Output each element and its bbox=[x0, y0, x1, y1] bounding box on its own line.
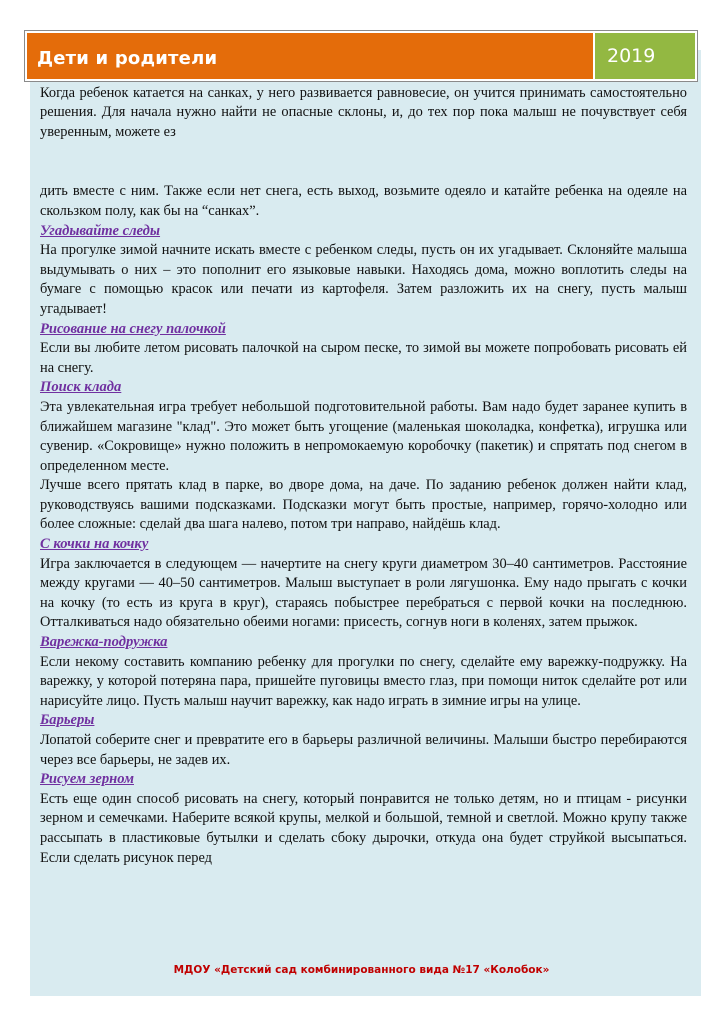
paragraph: Когда ребенок катается на санках, у него развивается равновесие, он учится принимать самостоятельно решения. Для начала нужно найти не опасные склоны, и, до тех пор пока малыш не почувствует себя уверенным, можете ез bbox=[40, 84, 687, 140]
header-year-block bbox=[595, 33, 695, 79]
header-title: Дети и родители bbox=[37, 48, 218, 69]
section-title: Поиск клада bbox=[40, 379, 122, 396]
section-title: Рисование на снегу палочкой bbox=[40, 320, 226, 337]
section bbox=[40, 633, 687, 711]
paragraph: Лопатой соберите снег и превратите его в барьеры различной величины. Малыши быстро перебираются через все барьеры, не задев их. bbox=[40, 732, 687, 768]
header-year: 2019 bbox=[607, 45, 656, 67]
paragraph: Лучше всего прятать клад в парке, во дворе дома, на даче. По заданию ребенок должен найти клад, руководствуясь вашими подсказками. Подсказки могут быть простые, например, горячо-холодно или более сложные: сделай два шага налево, потом три направо, найдёшь клад. bbox=[40, 477, 687, 533]
paragraph: Эта увлекательная игра требует небольшой подготовительной работы. Вам надо будет заранее купить в ближайшем магазине "клад". Это может быть угощение (маленькая шоколадка, конфетка), игрушка или сувенир. «Сокровище» нужно положить в непромокаемую коробочку (пакетик) и спрятать под снегом в определенном месте. bbox=[40, 398, 687, 474]
paragraph: Если некому составить компанию ребенку для прогулки по снегу, сделайте ему варежку-подружку. На варежку, у которой потеряна пара, пришейте пуговицы вместо глаз, при помощи ниток сделайте рот или нарисуйте лицо. Пусть малыш научит варежку, как надо играть в зимние игры на улице. bbox=[40, 653, 687, 709]
article-body bbox=[40, 64, 687, 868]
header-banner bbox=[24, 30, 698, 82]
section-title: С кочки на кочку bbox=[40, 536, 149, 553]
section-title: Рисуем зерном bbox=[40, 771, 134, 788]
header-title-block bbox=[27, 33, 593, 79]
paragraph: Есть еще один способ рисовать на снегу, который понравится не только детям, но и птицам - рисунки зерном и семечками. Наберите всякой крупы, мелкой и большой, темной и светлой. Можно крупу также рассыпать в пластиковые бутылки и сделать сбоку дырочки, откуда она будет струйкой высыпаться. Если сделать рисунок перед bbox=[40, 790, 687, 866]
section bbox=[40, 711, 687, 770]
paragraph: Игра заключается в следующем — начертите на снегу круги диаметром 30–40 сантиметров. Расстояние между кругами — 40–50 сантиметров. Малыш выступает в роли лягушонка. Ему надо прыгать с кочки на кочку (то есть из круга в круг), стараясь побыстрее перебраться с первой кочки на последнюю. Отталкиваться надо обязательно обеими ногами: присесть, согнув ноги в коленях, затем прыжок. bbox=[40, 555, 687, 631]
section bbox=[40, 535, 687, 633]
section bbox=[40, 222, 687, 320]
section bbox=[40, 320, 687, 379]
paragraph: Если вы любите летом рисовать палочкой на сыром песке, то зимой вы можете попробовать рисовать ей на снегу. bbox=[40, 340, 687, 376]
section-title: Угадывайте следы bbox=[40, 222, 161, 239]
blank-gap bbox=[40, 142, 687, 182]
section-title: Варежка-подружка bbox=[40, 634, 168, 651]
section bbox=[40, 378, 687, 535]
paragraph: На прогулке зимой начните искать вместе с ребенком следы, пусть он их угадывает. Склоняйте малыша выдумывать о них – это пополнит его языковые навыки. Находясь дома, можно воплотить следы на бумаге с помощью красок или печати из картофеля. Затем разложить их на снегу, пусть малыш угадывает! bbox=[40, 242, 687, 317]
paragraph: дить вместе с ним. Также если нет снега, есть выход, возьмите одеяло и катайте ребенка на одеяле на скользком полу, как бы на “санках”. bbox=[40, 183, 687, 219]
section-title: Барьеры bbox=[40, 712, 95, 729]
footer-text: МДОУ «Детский сад комбинированного вида №17 «Колобок» bbox=[173, 964, 550, 976]
section bbox=[40, 770, 687, 868]
